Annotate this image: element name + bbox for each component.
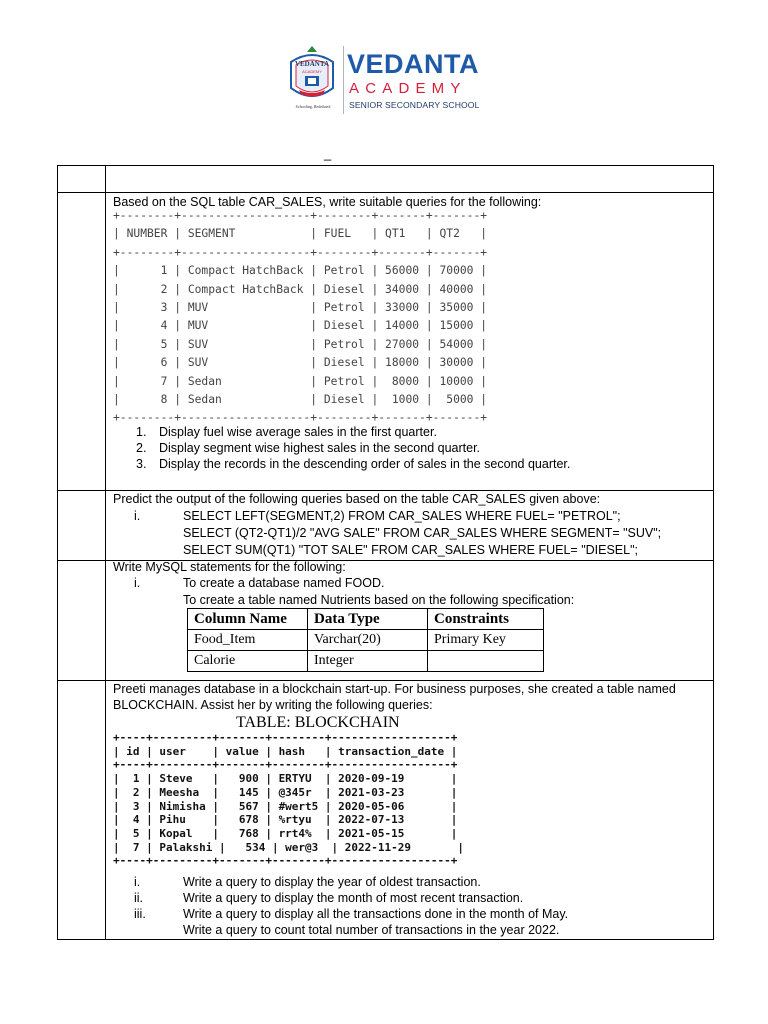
- table-header-row: [188, 609, 544, 630]
- logo-divider: [343, 46, 344, 114]
- q4-item-1: Write a query to display the year of oldest transaction.: [183, 875, 481, 889]
- crest-sub: ACADEMY: [302, 69, 322, 74]
- list-item: 3. Display the records in the descending order of sales in the second quarter.: [136, 457, 571, 471]
- q2-query-3: SELECT SUM(QT1) "TOT SALE" FROM CAR_SALES WHERE FUEL= "DIESEL";: [183, 543, 639, 557]
- row-divider: [57, 192, 714, 193]
- nutrients-table: [187, 608, 544, 672]
- table-row: [188, 630, 544, 651]
- table-cell: Varchar(20): [308, 630, 428, 651]
- q3-line-2: To create a table named Nutrients based on the following specification:: [183, 593, 575, 607]
- q1-list: [136, 424, 570, 472]
- q2-intro: Predict the output of the following queries based on the table CAR_SALES given above:: [113, 492, 601, 506]
- q2-roman: i.: [134, 509, 141, 523]
- blockchain-caption: TABLE: BLOCKCHAIN: [236, 714, 400, 731]
- list-item: 1. Display fuel wise average sales in the first quarter.: [136, 425, 437, 439]
- title-placeholder: _: [324, 146, 332, 161]
- q4-item-4: Write a query to count total number of transactions in the year 2022.: [183, 923, 560, 937]
- q3-intro: Write MySQL statements for the following:: [113, 560, 346, 574]
- school-logo: [283, 44, 487, 116]
- list-item: 2. Display segment wise highest sales in the second quarter.: [136, 441, 481, 455]
- table-cell: Calorie: [188, 651, 308, 672]
- q4-item-3: Write a query to display all the transactions done in the month of May.: [183, 907, 569, 921]
- crest-text: VEDANTA: [294, 60, 330, 68]
- q3-roman: i.: [134, 576, 141, 590]
- blockchain-table: +----+---------+-------+--------+------------------+ | id | user | value | hash | transaction_date | +----+---------+-------+--------+------------------+ | 1 | Steve | 900 | ERTYU | 2020-09-19 | | 2 | Meesha | 145 | @345r | 2021-03-23 | | 3 | Nimisha | 567 | #wert5 | 2020-05-06 | | 4 | Pihu | 678 | %rtyu | 2022-07-13 | | 5 | Kopal | 768 | rrt4% | 2021-05-15 | | 7 | Palakshi | 534 | wer@3 | 2022-11-29 | +----+---------+-------+--------+------------------+: [113, 731, 464, 868]
- table-cell: [428, 651, 544, 672]
- q3-line-1: To create a database named FOOD.: [183, 576, 385, 590]
- q2-query-1: SELECT LEFT(SEGMENT,2) FROM CAR_SALES WHERE FUEL= "PETROL";: [183, 509, 621, 523]
- table-header: Data Type: [308, 609, 428, 630]
- q4-num-3: iii.: [134, 907, 146, 921]
- school-type: SENIOR SECONDARY SCHOOL: [349, 100, 480, 110]
- table-header: Column Name: [188, 609, 308, 630]
- q4-num-1: i.: [134, 875, 141, 889]
- car-sales-table: +--------+-------------------+--------+-------+-------+ | NUMBER | SEGMENT | FUEL | QT1 | QT2 | +--------+-------------------+--------+-------+-------+ | 1 | Compact HatchBack | Petrol | 56000 | 70000 | | 2 | Compact HatchBack | Diesel | 34000 | 40000 | | 3 | MUV | Petrol | 33000 | 35000 | | 4 | MUV | Diesel | 14000 | 15000 | | 5 | SUV | Petrol | 27000 | 54000 | | 6 | SUV | Diesel | 18000 | 30000 | | 7 | Sedan | Petrol | 8000 | 10000 | | 8 | Sedan | Diesel | 1000 | 5000 | +--------+-------------------+--------+-------+-------+: [113, 209, 488, 425]
- school-name: VEDANTA: [347, 49, 480, 79]
- table-cell: Integer: [308, 651, 428, 672]
- table-cell: Primary Key: [428, 630, 544, 651]
- q4-intro-1: Preeti manages database in a blockchain start-up. For business purposes, she created a table named: [113, 682, 676, 696]
- q4-item-2: Write a query to display the month of most recent transaction.: [183, 891, 524, 905]
- q4-num-2: ii.: [134, 891, 144, 905]
- table-row: [188, 651, 544, 672]
- table-cell: Food_Item: [188, 630, 308, 651]
- q1-intro: Based on the SQL table CAR_SALES, write suitable queries for the following:: [113, 195, 542, 209]
- q4-intro-2: BLOCKCHAIN. Assist her by writing the following queries:: [113, 698, 433, 712]
- q2-query-2: SELECT (QT2-QT1)/2 "AVG SALE" FROM CAR_SALES WHERE SEGMENT= "SUV";: [183, 526, 662, 540]
- school-subname: ACADEMY: [349, 80, 467, 97]
- table-header: Constraints: [428, 609, 544, 630]
- crest-motto: Schooling, Redefined: [295, 104, 331, 109]
- column-divider: [105, 165, 106, 940]
